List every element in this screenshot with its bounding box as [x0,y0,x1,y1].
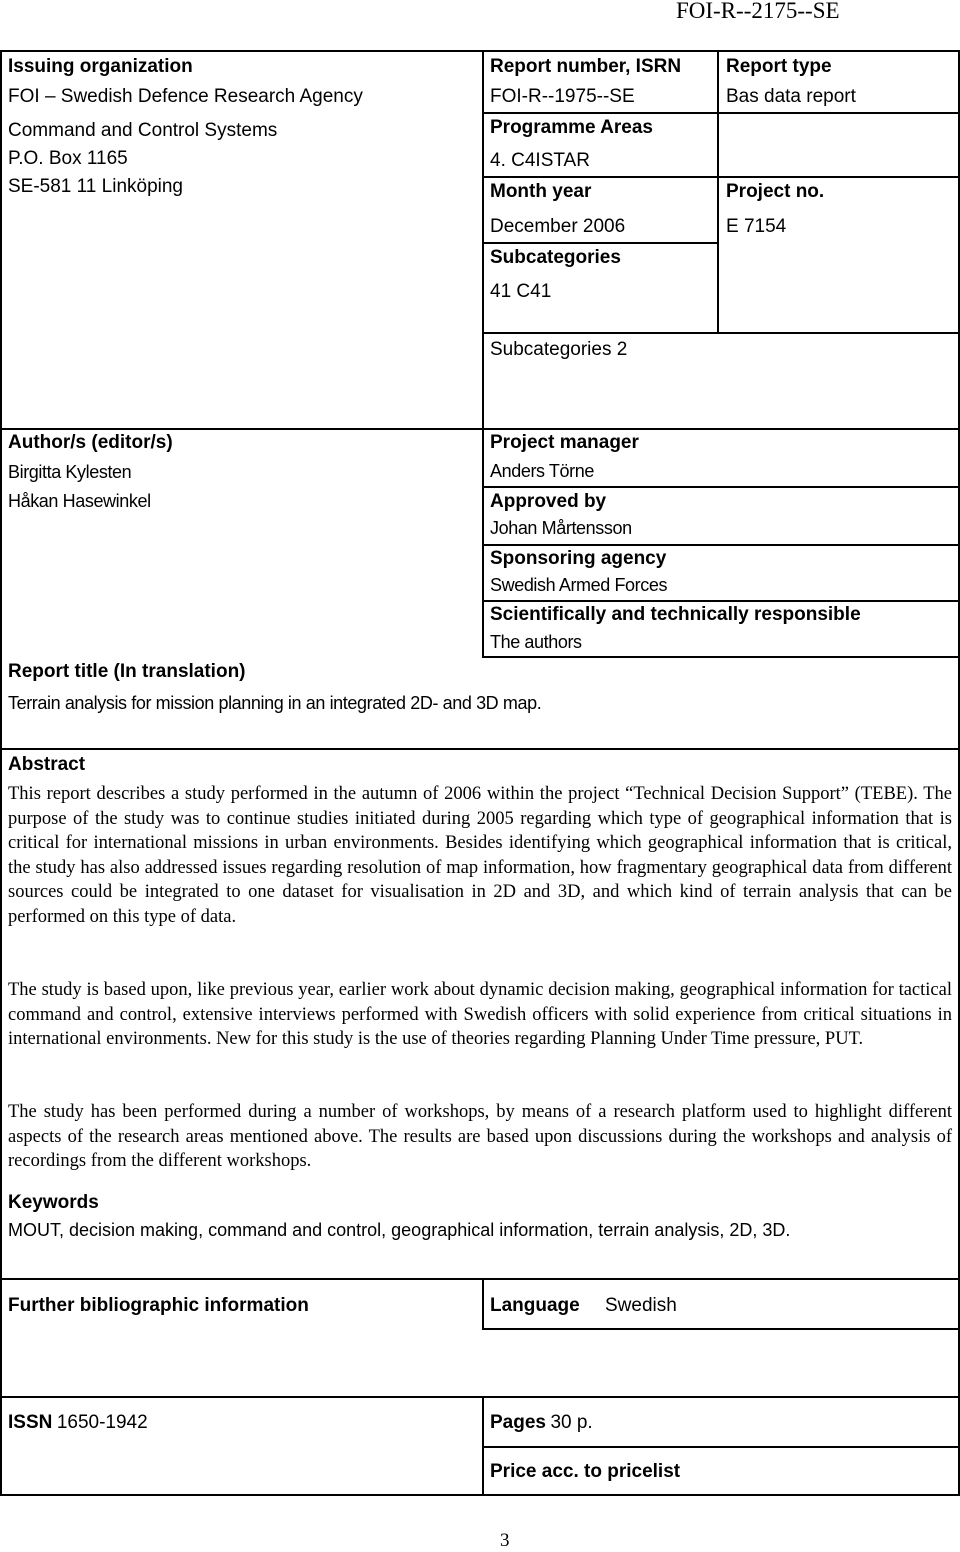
sponsoring-agency-label: Sponsoring agency [490,548,667,569]
report-type-value: Bas data report [726,86,856,107]
bibliographic-label: Further bibliographic information [8,1295,309,1316]
author-name: Håkan Hasewinkel [8,491,151,511]
month-year-value: December 2006 [490,216,626,237]
pages-value: 30 p. [550,1412,593,1433]
project-no-value: E 7154 [726,216,787,237]
issuing-org-line: Command and Control Systems [8,120,278,141]
keywords-label: Keywords [8,1192,99,1213]
report-title-value: Terrain analysis for mission planning in an integrated 2D- and 3D map. [8,693,542,713]
rule-below-sponsoring [482,600,960,602]
rule-below-subcategories [482,332,960,334]
authors-label: Author/s (editor/s) [8,432,173,453]
rule-below-responsible [482,656,960,658]
column-divider-top [482,50,484,656]
document-id: FOI-R--2175--SE [676,0,840,23]
project-manager-label: Project manager [490,432,639,453]
approved-by-value: Johan Mårtensson [490,518,632,538]
responsible-value: The authors [490,632,582,652]
table-bottom-border [0,1494,960,1496]
rule-authors-top [0,428,960,430]
project-manager-value: Anders Törne [490,461,594,481]
subcategories-2-label: Subcategories 2 [490,339,628,360]
language-value: Swedish [605,1295,677,1316]
report-type-label: Report type [726,56,832,77]
pages-field [490,1412,593,1434]
column-divider-type [717,50,719,332]
project-no-label: Project no. [726,181,825,202]
rule-below-programme [482,176,960,178]
table-top-border [0,50,960,52]
rule-below-language [482,1328,960,1330]
report-number-label: Report number, ISRN [490,56,682,77]
programme-areas-label: Programme Areas [490,117,653,138]
author-name: Birgitta Kylesten [8,462,132,482]
rule-below-number [482,112,960,114]
subcategories-value: 41 C41 [490,281,552,302]
issn-value: 1650-1942 [56,1412,148,1433]
rule-bibliographic-top [0,1278,960,1280]
issuing-org-line: SE-581 11 Linköping [8,176,183,197]
issn-label: ISSN [8,1412,53,1433]
rule-below-manager [482,486,960,488]
language-label: Language [490,1295,580,1316]
rule-below-approved [482,544,960,546]
abstract-label: Abstract [8,754,86,775]
abstract-paragraph: The study is based upon, like previous year, earlier work about dynamic decision making, geographical information for tactical command and control, extensive interviews performed with Swedish officers with solid experience from critical situations in international environments. New for this study is the use of theories regarding Planning Under Time pressure, PUT. [8,980,952,1049]
rule-below-pages [482,1446,960,1448]
report-number-value: FOI-R--1975--SE [490,86,635,107]
abstract-paragraph: This report describes a study performed in the autumn of 2006 within the project “Technical Decision Support” (TEBE). The purpose of the study was to continue studies initiated during 2005 regarding which type of geographical information that is critical for international missions in urban environments. Besides identifying which geographical information that is critical, the study has also addressed issues regarding resolution of map information, how fragmentary geographical data from different sources could be integrated to one dataset for visualisation in 2D and 3D, and which kind of terrain analysis that can be performed on this type of data. [8,784,952,927]
responsible-label: Scientifically and technically responsible [490,604,861,625]
abstract-paragraph: The study has been performed during a number of workshops, by means of a research platform used to highlight different aspects of the research areas mentioned above. The results are based upon discussions during the workshops and analysis of recordings from the different workshops. [8,1102,952,1171]
pages-label: Pages [490,1412,546,1433]
issuing-org-line: P.O. Box 1165 [8,148,128,169]
issuing-org-line: FOI – Swedish Defence Research Agency [8,86,363,107]
price-label: Price acc. to pricelist [490,1461,681,1482]
column-divider-bib [482,1278,484,1330]
issuing-org-label: Issuing organization [8,56,193,77]
rule-below-month [482,242,718,244]
sponsoring-agency-value: Swedish Armed Forces [490,575,668,595]
rule-issn-top [0,1396,960,1398]
programme-areas-value: 4. C4ISTAR [490,150,590,171]
report-title-label: Report title (In translation) [8,661,246,682]
approved-by-label: Approved by [490,491,607,512]
keywords-value: MOUT, decision making, command and control, geographical information, terrain analysis, 2D, 3D. [8,1220,791,1240]
subcategories-label: Subcategories [490,247,621,268]
page-number: 3 [500,1530,510,1551]
issn-field [8,1412,148,1434]
rule-abstract-top [0,748,960,750]
month-year-label: Month year [490,181,592,202]
